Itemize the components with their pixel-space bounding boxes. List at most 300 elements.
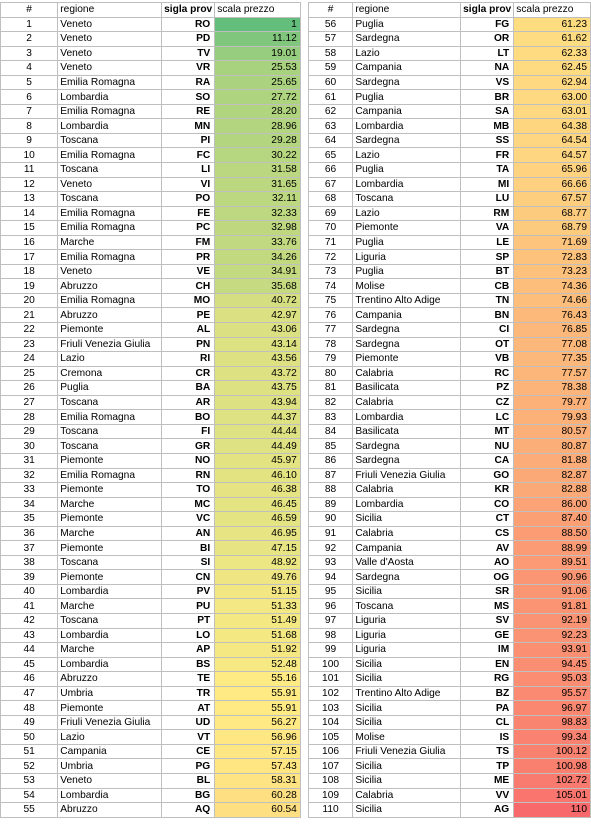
- province-code[interactable]: ME: [461, 773, 514, 788]
- row-number[interactable]: 104: [308, 715, 353, 730]
- province-code[interactable]: PE: [162, 308, 215, 323]
- price-scale-value[interactable]: 51.15: [215, 584, 301, 599]
- row-number[interactable]: 24: [1, 352, 58, 367]
- price-scale-value[interactable]: 94.45: [514, 657, 591, 672]
- price-scale-value[interactable]: 67.57: [514, 192, 591, 207]
- province-code[interactable]: VE: [162, 264, 215, 279]
- price-scale-value[interactable]: 44.44: [215, 424, 301, 439]
- region-name[interactable]: Marche: [58, 643, 162, 658]
- price-scale-value[interactable]: 72.83: [514, 250, 591, 265]
- province-code[interactable]: MB: [461, 119, 514, 134]
- region-name[interactable]: Trentino Alto Adige: [353, 686, 461, 701]
- row-number[interactable]: 51: [1, 744, 58, 759]
- price-scale-value[interactable]: 102.72: [514, 773, 591, 788]
- region-name[interactable]: Lazio: [58, 352, 162, 367]
- price-scale-value[interactable]: 45.97: [215, 453, 301, 468]
- price-scale-value[interactable]: 44.37: [215, 410, 301, 425]
- price-scale-value[interactable]: 32.98: [215, 221, 301, 236]
- price-scale-value[interactable]: 87.40: [514, 512, 591, 527]
- row-number[interactable]: 87: [308, 468, 353, 483]
- row-number[interactable]: 15: [1, 221, 58, 236]
- province-code[interactable]: LE: [461, 235, 514, 250]
- province-code[interactable]: LI: [162, 163, 215, 178]
- province-code[interactable]: IS: [461, 730, 514, 745]
- region-name[interactable]: Sardegna: [353, 75, 461, 90]
- row-number[interactable]: 96: [308, 599, 353, 614]
- region-name[interactable]: Calabria: [353, 526, 461, 541]
- province-code[interactable]: BR: [461, 90, 514, 105]
- row-number[interactable]: 64: [308, 133, 353, 148]
- province-code[interactable]: LU: [461, 192, 514, 207]
- row-number[interactable]: 68: [308, 192, 353, 207]
- province-code[interactable]: MN: [162, 119, 215, 134]
- province-code[interactable]: RA: [162, 75, 215, 90]
- price-scale-value[interactable]: 28.20: [215, 104, 301, 119]
- price-scale-value[interactable]: 60.28: [215, 788, 301, 803]
- row-number[interactable]: 92: [308, 541, 353, 556]
- row-number[interactable]: 80: [308, 366, 353, 381]
- province-code[interactable]: CR: [162, 366, 215, 381]
- price-scale-value[interactable]: 81.88: [514, 453, 591, 468]
- row-number[interactable]: 27: [1, 395, 58, 410]
- price-scale-value[interactable]: 47.15: [215, 541, 301, 556]
- row-number[interactable]: 31: [1, 453, 58, 468]
- province-code[interactable]: FR: [461, 148, 514, 163]
- row-number[interactable]: 90: [308, 512, 353, 527]
- region-name[interactable]: Piemonte: [58, 701, 162, 716]
- price-scale-value[interactable]: 62.94: [514, 75, 591, 90]
- price-scale-value[interactable]: 49.76: [215, 570, 301, 585]
- price-scale-value[interactable]: 95.03: [514, 672, 591, 687]
- province-code[interactable]: OG: [461, 570, 514, 585]
- region-name[interactable]: Toscana: [353, 599, 461, 614]
- region-name[interactable]: Trentino Alto Adige: [353, 293, 461, 308]
- row-number[interactable]: 42: [1, 613, 58, 628]
- row-number[interactable]: 35: [1, 512, 58, 527]
- row-number[interactable]: 98: [308, 628, 353, 643]
- province-code[interactable]: EN: [461, 657, 514, 672]
- province-code[interactable]: PU: [162, 599, 215, 614]
- region-name[interactable]: Umbria: [58, 759, 162, 774]
- row-number[interactable]: 38: [1, 555, 58, 570]
- row-number[interactable]: 109: [308, 788, 353, 803]
- province-code[interactable]: AR: [162, 395, 215, 410]
- province-code[interactable]: BG: [162, 788, 215, 803]
- region-name[interactable]: Puglia: [353, 264, 461, 279]
- price-scale-value[interactable]: 32.11: [215, 192, 301, 207]
- province-code[interactable]: RN: [162, 468, 215, 483]
- price-scale-value[interactable]: 43.06: [215, 323, 301, 338]
- region-name[interactable]: Veneto: [58, 61, 162, 76]
- region-name[interactable]: Sardegna: [353, 570, 461, 585]
- row-number[interactable]: 62: [308, 104, 353, 119]
- price-scale-value[interactable]: 93.91: [514, 643, 591, 658]
- row-number[interactable]: 83: [308, 410, 353, 425]
- region-name[interactable]: Piemonte: [58, 323, 162, 338]
- province-code[interactable]: OT: [461, 337, 514, 352]
- province-code[interactable]: FC: [162, 148, 215, 163]
- province-code[interactable]: VA: [461, 221, 514, 236]
- price-scale-value[interactable]: 64.38: [514, 119, 591, 134]
- price-scale-value[interactable]: 80.57: [514, 424, 591, 439]
- price-scale-value[interactable]: 55.16: [215, 672, 301, 687]
- region-name[interactable]: Emilia Romagna: [58, 293, 162, 308]
- price-scale-value[interactable]: 73.23: [514, 264, 591, 279]
- region-name[interactable]: Toscana: [58, 133, 162, 148]
- region-name[interactable]: Lombardia: [353, 497, 461, 512]
- region-name[interactable]: Sardegna: [353, 453, 461, 468]
- row-number[interactable]: 65: [308, 148, 353, 163]
- province-code[interactable]: AV: [461, 541, 514, 556]
- region-name[interactable]: Liguria: [353, 628, 461, 643]
- row-number[interactable]: 91: [308, 526, 353, 541]
- row-number[interactable]: 19: [1, 279, 58, 294]
- province-code[interactable]: TE: [162, 672, 215, 687]
- province-code[interactable]: SA: [461, 104, 514, 119]
- region-name[interactable]: Molise: [353, 730, 461, 745]
- price-scale-value[interactable]: 95.57: [514, 686, 591, 701]
- region-name[interactable]: Veneto: [58, 177, 162, 192]
- province-code[interactable]: PD: [162, 32, 215, 47]
- province-code[interactable]: PN: [162, 337, 215, 352]
- province-code[interactable]: NO: [162, 453, 215, 468]
- price-scale-value[interactable]: 66.66: [514, 177, 591, 192]
- region-name[interactable]: Calabria: [353, 395, 461, 410]
- province-code[interactable]: VV: [461, 788, 514, 803]
- row-number[interactable]: 12: [1, 177, 58, 192]
- region-name[interactable]: Emilia Romagna: [58, 250, 162, 265]
- price-scale-value[interactable]: 58.31: [215, 773, 301, 788]
- row-number[interactable]: 26: [1, 381, 58, 396]
- province-code[interactable]: GE: [461, 628, 514, 643]
- region-name[interactable]: Lombardia: [353, 410, 461, 425]
- row-number[interactable]: 74: [308, 279, 353, 294]
- region-name[interactable]: Sardegna: [353, 32, 461, 47]
- price-scale-value[interactable]: 92.19: [514, 613, 591, 628]
- row-number[interactable]: 77: [308, 323, 353, 338]
- region-name[interactable]: Marche: [58, 497, 162, 512]
- price-scale-value[interactable]: 64.54: [514, 133, 591, 148]
- region-name[interactable]: Abruzzo: [58, 279, 162, 294]
- row-number[interactable]: 46: [1, 672, 58, 687]
- province-code[interactable]: AQ: [162, 803, 215, 818]
- price-scale-value[interactable]: 32.33: [215, 206, 301, 221]
- region-name[interactable]: Lombardia: [58, 628, 162, 643]
- price-scale-value[interactable]: 27.72: [215, 90, 301, 105]
- price-scale-value[interactable]: 88.99: [514, 541, 591, 556]
- region-name[interactable]: Campania: [353, 104, 461, 119]
- region-name[interactable]: Lombardia: [353, 119, 461, 134]
- price-scale-value[interactable]: 110: [514, 803, 591, 818]
- province-code[interactable]: SR: [461, 584, 514, 599]
- price-scale-value[interactable]: 74.66: [514, 293, 591, 308]
- province-code[interactable]: VI: [162, 177, 215, 192]
- region-name[interactable]: Friuli Venezia Giulia: [353, 468, 461, 483]
- row-number[interactable]: 79: [308, 352, 353, 367]
- province-code[interactable]: CO: [461, 497, 514, 512]
- price-scale-value[interactable]: 46.95: [215, 526, 301, 541]
- region-name[interactable]: Liguria: [353, 643, 461, 658]
- row-number[interactable]: 76: [308, 308, 353, 323]
- price-scale-value[interactable]: 60.54: [215, 803, 301, 818]
- province-code[interactable]: SS: [461, 133, 514, 148]
- region-name[interactable]: Toscana: [58, 395, 162, 410]
- province-code[interactable]: MS: [461, 599, 514, 614]
- province-code[interactable]: AP: [162, 643, 215, 658]
- region-name[interactable]: Sicilia: [353, 672, 461, 687]
- region-name[interactable]: Puglia: [58, 381, 162, 396]
- region-name[interactable]: Sardegna: [353, 133, 461, 148]
- province-code[interactable]: PR: [162, 250, 215, 265]
- row-number[interactable]: 60: [308, 75, 353, 90]
- price-scale-value[interactable]: 63.01: [514, 104, 591, 119]
- province-code[interactable]: CE: [162, 744, 215, 759]
- row-number[interactable]: 5: [1, 75, 58, 90]
- row-number[interactable]: 30: [1, 439, 58, 454]
- row-number[interactable]: 48: [1, 701, 58, 716]
- price-scale-value[interactable]: 30.22: [215, 148, 301, 163]
- region-name[interactable]: Puglia: [353, 17, 461, 32]
- price-scale-value[interactable]: 28.96: [215, 119, 301, 134]
- province-code[interactable]: CI: [461, 323, 514, 338]
- price-scale-value[interactable]: 46.45: [215, 497, 301, 512]
- row-number[interactable]: 45: [1, 657, 58, 672]
- region-name[interactable]: Piemonte: [58, 453, 162, 468]
- row-number[interactable]: 20: [1, 293, 58, 308]
- region-name[interactable]: Calabria: [353, 366, 461, 381]
- province-code[interactable]: PZ: [461, 381, 514, 396]
- row-number[interactable]: 1: [1, 17, 58, 32]
- region-name[interactable]: Piemonte: [353, 221, 461, 236]
- row-number[interactable]: 37: [1, 541, 58, 556]
- row-number[interactable]: 39: [1, 570, 58, 585]
- region-name[interactable]: Lazio: [353, 148, 461, 163]
- region-name[interactable]: Sicilia: [353, 584, 461, 599]
- region-name[interactable]: Campania: [58, 744, 162, 759]
- region-name[interactable]: Friuli Venezia Giulia: [58, 337, 162, 352]
- row-number[interactable]: 86: [308, 453, 353, 468]
- row-number[interactable]: 36: [1, 526, 58, 541]
- province-code[interactable]: CA: [461, 453, 514, 468]
- province-code[interactable]: TA: [461, 163, 514, 178]
- row-number[interactable]: 71: [308, 235, 353, 250]
- price-scale-value[interactable]: 46.38: [215, 483, 301, 498]
- region-name[interactable]: Lombardia: [58, 90, 162, 105]
- region-name[interactable]: Sicilia: [353, 512, 461, 527]
- row-number[interactable]: 100: [308, 657, 353, 672]
- price-scale-value[interactable]: 88.50: [514, 526, 591, 541]
- province-code[interactable]: BL: [162, 773, 215, 788]
- row-number[interactable]: 33: [1, 483, 58, 498]
- row-number[interactable]: 66: [308, 163, 353, 178]
- row-number[interactable]: 61: [308, 90, 353, 105]
- row-number[interactable]: 93: [308, 555, 353, 570]
- province-code[interactable]: GO: [461, 468, 514, 483]
- region-name[interactable]: Umbria: [58, 686, 162, 701]
- region-name[interactable]: Abruzzo: [58, 672, 162, 687]
- header-num[interactable]: #: [308, 3, 353, 18]
- region-name[interactable]: Sicilia: [353, 773, 461, 788]
- province-code[interactable]: BO: [162, 410, 215, 425]
- price-scale-value[interactable]: 44.49: [215, 439, 301, 454]
- row-number[interactable]: 107: [308, 759, 353, 774]
- price-scale-value[interactable]: 86.00: [514, 497, 591, 512]
- province-code[interactable]: GR: [162, 439, 215, 454]
- province-code[interactable]: TO: [162, 483, 215, 498]
- row-number[interactable]: 72: [308, 250, 353, 265]
- province-code[interactable]: FM: [162, 235, 215, 250]
- row-number[interactable]: 14: [1, 206, 58, 221]
- province-code[interactable]: PV: [162, 584, 215, 599]
- region-name[interactable]: Puglia: [353, 163, 461, 178]
- row-number[interactable]: 81: [308, 381, 353, 396]
- price-scale-value[interactable]: 31.65: [215, 177, 301, 192]
- province-code[interactable]: SV: [461, 613, 514, 628]
- price-scale-value[interactable]: 29.28: [215, 133, 301, 148]
- province-code[interactable]: RC: [461, 366, 514, 381]
- region-name[interactable]: Lazio: [353, 46, 461, 61]
- region-name[interactable]: Lombardia: [58, 584, 162, 599]
- province-code[interactable]: RO: [162, 17, 215, 32]
- price-scale-value[interactable]: 77.57: [514, 366, 591, 381]
- region-name[interactable]: Piemonte: [58, 483, 162, 498]
- region-name[interactable]: Sardegna: [353, 323, 461, 338]
- region-name[interactable]: Emilia Romagna: [58, 221, 162, 236]
- province-code[interactable]: AG: [461, 803, 514, 818]
- province-code[interactable]: CT: [461, 512, 514, 527]
- row-number[interactable]: 63: [308, 119, 353, 134]
- row-number[interactable]: 69: [308, 206, 353, 221]
- row-number[interactable]: 43: [1, 628, 58, 643]
- row-number[interactable]: 25: [1, 366, 58, 381]
- header-scala[interactable]: scala prezzo: [514, 3, 591, 18]
- region-name[interactable]: Toscana: [58, 439, 162, 454]
- province-code[interactable]: SO: [162, 90, 215, 105]
- province-code[interactable]: PO: [162, 192, 215, 207]
- header-regione[interactable]: regione: [353, 3, 461, 18]
- row-number[interactable]: 89: [308, 497, 353, 512]
- region-name[interactable]: Sardegna: [353, 439, 461, 454]
- price-scale-value[interactable]: 33.76: [215, 235, 301, 250]
- price-scale-value[interactable]: 46.10: [215, 468, 301, 483]
- price-scale-value[interactable]: 55.91: [215, 686, 301, 701]
- province-code[interactable]: CB: [461, 279, 514, 294]
- price-scale-value[interactable]: 35.68: [215, 279, 301, 294]
- row-number[interactable]: 58: [308, 46, 353, 61]
- region-name[interactable]: Liguria: [353, 250, 461, 265]
- province-code[interactable]: BS: [162, 657, 215, 672]
- row-number[interactable]: 50: [1, 730, 58, 745]
- province-code[interactable]: PG: [162, 759, 215, 774]
- row-number[interactable]: 34: [1, 497, 58, 512]
- price-scale-value[interactable]: 91.06: [514, 584, 591, 599]
- price-scale-value[interactable]: 11.12: [215, 32, 301, 47]
- region-name[interactable]: Piemonte: [58, 570, 162, 585]
- province-code[interactable]: TS: [461, 744, 514, 759]
- province-code[interactable]: IM: [461, 643, 514, 658]
- region-name[interactable]: Piemonte: [353, 352, 461, 367]
- price-scale-value[interactable]: 76.43: [514, 308, 591, 323]
- row-number[interactable]: 110: [308, 803, 353, 818]
- region-name[interactable]: Basilicata: [353, 424, 461, 439]
- province-code[interactable]: CZ: [461, 395, 514, 410]
- region-name[interactable]: Campania: [353, 61, 461, 76]
- region-name[interactable]: Emilia Romagna: [58, 206, 162, 221]
- row-number[interactable]: 11: [1, 163, 58, 178]
- row-number[interactable]: 4: [1, 61, 58, 76]
- row-number[interactable]: 102: [308, 686, 353, 701]
- region-name[interactable]: Veneto: [58, 17, 162, 32]
- row-number[interactable]: 47: [1, 686, 58, 701]
- price-scale-value[interactable]: 62.33: [514, 46, 591, 61]
- region-name[interactable]: Lombardia: [58, 119, 162, 134]
- row-number[interactable]: 16: [1, 235, 58, 250]
- price-scale-value[interactable]: 74.36: [514, 279, 591, 294]
- province-code[interactable]: KR: [461, 483, 514, 498]
- row-number[interactable]: 97: [308, 613, 353, 628]
- province-code[interactable]: VT: [162, 730, 215, 745]
- price-scale-value[interactable]: 100.12: [514, 744, 591, 759]
- price-scale-value[interactable]: 76.85: [514, 323, 591, 338]
- province-code[interactable]: VC: [162, 512, 215, 527]
- region-name[interactable]: Emilia Romagna: [58, 468, 162, 483]
- price-scale-value[interactable]: 90.96: [514, 570, 591, 585]
- region-name[interactable]: Sicilia: [353, 759, 461, 774]
- region-name[interactable]: Basilicata: [353, 381, 461, 396]
- province-code[interactable]: TP: [461, 759, 514, 774]
- row-number[interactable]: 28: [1, 410, 58, 425]
- province-code[interactable]: LC: [461, 410, 514, 425]
- row-number[interactable]: 73: [308, 264, 353, 279]
- price-scale-value[interactable]: 64.57: [514, 148, 591, 163]
- row-number[interactable]: 23: [1, 337, 58, 352]
- province-code[interactable]: RI: [162, 352, 215, 367]
- row-number[interactable]: 54: [1, 788, 58, 803]
- price-scale-value[interactable]: 82.87: [514, 468, 591, 483]
- row-number[interactable]: 6: [1, 90, 58, 105]
- row-number[interactable]: 21: [1, 308, 58, 323]
- price-scale-value[interactable]: 80.87: [514, 439, 591, 454]
- region-name[interactable]: Lombardia: [58, 657, 162, 672]
- row-number[interactable]: 94: [308, 570, 353, 585]
- province-code[interactable]: LO: [162, 628, 215, 643]
- region-name[interactable]: Emilia Romagna: [58, 104, 162, 119]
- price-scale-value[interactable]: 92.23: [514, 628, 591, 643]
- price-scale-value[interactable]: 68.77: [514, 206, 591, 221]
- row-number[interactable]: 13: [1, 192, 58, 207]
- row-number[interactable]: 40: [1, 584, 58, 599]
- province-code[interactable]: RE: [162, 104, 215, 119]
- province-code[interactable]: RG: [461, 672, 514, 687]
- province-code[interactable]: VS: [461, 75, 514, 90]
- region-name[interactable]: Sicilia: [353, 715, 461, 730]
- price-scale-value[interactable]: 51.68: [215, 628, 301, 643]
- province-code[interactable]: AL: [162, 323, 215, 338]
- row-number[interactable]: 84: [308, 424, 353, 439]
- region-name[interactable]: Lombardia: [353, 177, 461, 192]
- province-code[interactable]: BN: [461, 308, 514, 323]
- province-code[interactable]: PT: [162, 613, 215, 628]
- row-number[interactable]: 78: [308, 337, 353, 352]
- row-number[interactable]: 57: [308, 32, 353, 47]
- region-name[interactable]: Sardegna: [353, 337, 461, 352]
- region-name[interactable]: Toscana: [58, 424, 162, 439]
- region-name[interactable]: Toscana: [58, 613, 162, 628]
- province-code[interactable]: BI: [162, 541, 215, 556]
- row-number[interactable]: 44: [1, 643, 58, 658]
- region-name[interactable]: Friuli Venezia Giulia: [353, 744, 461, 759]
- price-scale-value[interactable]: 34.91: [215, 264, 301, 279]
